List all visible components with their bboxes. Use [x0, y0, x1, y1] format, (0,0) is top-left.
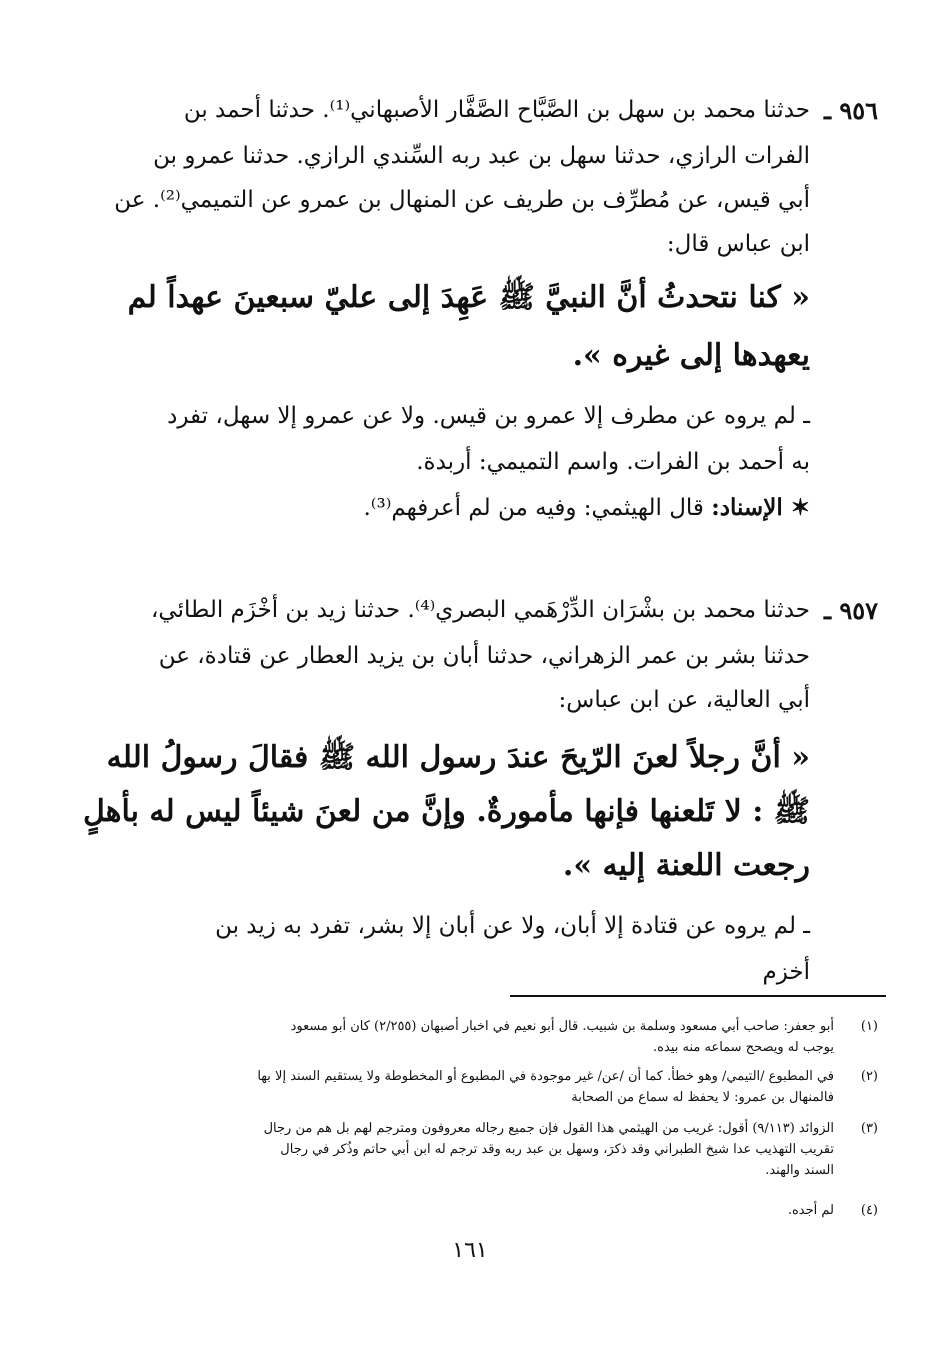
footnote-line: فالمنهال بن عمرو: لا يحفظ له سماع من الصحابة: [571, 1090, 834, 1105]
matn-line: « كنا نتحدثُ أنَّ النبيَّ ﷺ عَهِدَ إلى عليّ سبعينَ عهداً لم: [127, 280, 810, 315]
footnote-number: (٣): [860, 1121, 878, 1136]
footnote-number: (٤): [860, 1203, 878, 1218]
matn-line: رجعت اللعنة إليه ».: [562, 848, 810, 883]
footnote-2: [140, 1066, 878, 1108]
comment-line: به أحمد بن الفرات. واسم التميمي: أربدة.: [416, 449, 810, 475]
hadith-number: ٩٥٧ ـ: [823, 596, 878, 625]
isnad-line: أبي قيس، عن مُطرِّف بن طريف عن المنهال بن عمرو عن التميمي⁽²⁾. عن: [114, 187, 810, 213]
footnote-separator: [510, 995, 886, 997]
comment-line: ـ لم يروه عن مطرف إلا عمرو بن قيس. ولا عن عمرو إلا سهل، تفرد: [167, 403, 810, 429]
isnad-grade-text: قال الهيثمي: وفيه من لم أعرفهم⁽³⁾.: [363, 495, 704, 521]
hadith-956-isnad: [114, 96, 810, 257]
isnad-line: حدثنا بشر بن عمر الزهراني، حدثنا أبان بن يزيد العطار عن قتادة، عن: [158, 643, 810, 669]
footnote-line: لم أجده.: [787, 1203, 834, 1218]
isnad-line: الفرات الرازي، حدثنا سهل بن عبد ربه السِّندي الرازي. حدثنا عمرو بن: [153, 143, 810, 169]
isnad-line: أبي العالية، عن ابن عباس:: [558, 687, 810, 713]
hadith-number: ٩٥٦ ـ: [823, 96, 878, 125]
isnad-line: حدثنا محمد بن بشْرَان الدِّرْهَمي البصري⁽⁴⁾. حدثنا زيد بن أخْزَم الطائي،: [150, 597, 810, 623]
comment-line: ـ لم يروه عن قتادة إلا أبان، ولا عن أبان إلا بشر، تفرد به زيد بن: [215, 913, 810, 939]
footnote-line: يوجب له ويصحح سماعه منه بيده.: [653, 1040, 834, 1055]
footnote-line: الزوائد (٩/١١٣) أقول: غريب من الهيثمي هذا القول فإن جميع رجاله معروفون ومترجم لهم بل هم من رجال: [263, 1121, 834, 1136]
page-number: ١٦١: [452, 1238, 488, 1263]
footnote-line: السند والهند.: [765, 1163, 834, 1178]
isnad-grade-line: [134, 494, 810, 522]
matn-line: يعهدها إلى غيره ».: [572, 338, 810, 373]
footnote-number: (٢): [860, 1069, 878, 1084]
isnad-label: ✶ الإسناد:: [711, 494, 810, 521]
footnote-line: تقريب التهذيب عدا شيخ الطبراني وقد ذكرَ، وسهل بن عبد ربه وقد ترجم له ابن أبي حاتم وذُكر في رجال: [280, 1142, 834, 1157]
footnote-number: (١): [860, 1019, 878, 1034]
footnote-1: [140, 1016, 878, 1058]
footnote-3: [140, 1118, 878, 1181]
footnote-line: في المطبوع /التيمي/ وهو خطأ. كما أن /عن/ غير موجودة في المطبوع أو المخطوطة ولا يستقيم السند إلا بها: [257, 1069, 834, 1084]
matn-line: ﷺ : لا تَلعنها فإنها مأمورةٌ. وإنَّ من لعنَ شيئاً ليس له بأهلٍ: [82, 794, 810, 829]
isnad-line: حدثنا محمد بن سهل بن الصَّبَّاح الصَّفَّار الأصبهاني⁽¹⁾. حدثنا أحمد بن: [183, 97, 810, 123]
footnote-line: أبو جعفر: صاحب أبي مسعود وسلمة بن شبيب. قال أبو نعيم في اخبار أصبهان (٢/٢٥٥) كان أبو مسعود: [290, 1019, 834, 1034]
footnote-4: [140, 1200, 878, 1221]
isnad-line: ابن عباس قال:: [666, 231, 810, 257]
matn-line: « أنَّ رجلاً لعنَ الرّيحَ عندَ رسول الله ﷺ فقالَ رسولُ الله: [106, 740, 810, 775]
comment-line: أخزم: [762, 959, 810, 985]
